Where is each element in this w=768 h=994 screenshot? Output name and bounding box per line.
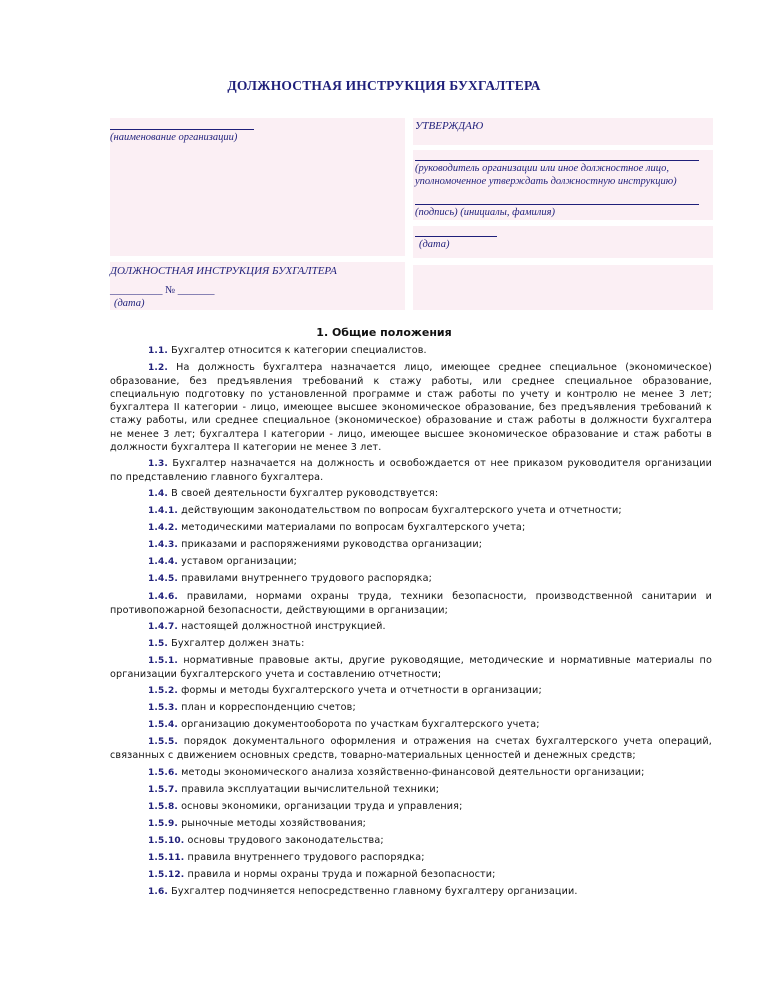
signature-line bbox=[415, 204, 699, 205]
approve-label: УТВЕРЖДАЮ bbox=[415, 120, 484, 132]
clause-number: 1.2. bbox=[148, 363, 168, 374]
clause-paragraph bbox=[110, 590, 712, 617]
clause-number: 1.4.4. bbox=[148, 557, 178, 568]
clause-number: 1.5.3. bbox=[148, 703, 178, 714]
clause-paragraph bbox=[110, 538, 712, 552]
clause-number: 1.5.10. bbox=[148, 835, 185, 846]
clause-text: методическими материалами по вопросам бухгалтерского учета; bbox=[177, 522, 526, 534]
document-title: ДОЛЖНОСТНАЯ ИНСТРУКЦИЯ БУХГАЛТЕРА bbox=[227, 78, 541, 93]
clause-text: правилами, нормами охраны труда, техники безопасности, производственной санитарии и противопожарной безопасности, действующими в организации; bbox=[110, 590, 712, 616]
clause-number: 1.4.3. bbox=[148, 540, 178, 551]
clause-text: формы и методы бухгалтерского учета и отчетности в организации; bbox=[177, 685, 542, 697]
clause-number: 1.5.2. bbox=[148, 686, 178, 697]
section-title: 1. Общие положения bbox=[316, 326, 452, 339]
clause-number: 1.3. bbox=[148, 458, 168, 469]
clause-paragraph bbox=[110, 735, 712, 762]
clause-number: 1.5.4. bbox=[148, 720, 178, 731]
clause-text: рыночные методы хозяйствования; bbox=[177, 817, 367, 829]
head-caption-2: уполномоченное утверждать должностную инструкцию) bbox=[415, 176, 677, 187]
clause-text: порядок документального оформления и отражения на счетах бухгалтерского учета операций, связанных с движением основных средств, товарно-материальных ценностей и денежных средств; bbox=[110, 736, 712, 762]
clause-text: организацию документооборота по участкам бухгалтерского учета; bbox=[177, 719, 540, 731]
clause-paragraph bbox=[110, 457, 712, 484]
clause-number: 1.4. bbox=[148, 488, 168, 499]
clause-text: правила эксплуатации вычислительной техники; bbox=[177, 783, 440, 795]
doc-number: __________ № _______ bbox=[110, 285, 215, 296]
clause-text: основы экономики, организации труда и управления; bbox=[177, 800, 463, 812]
clause-number: 1.5. bbox=[148, 638, 168, 649]
clause-number: 1.5.11. bbox=[148, 853, 185, 863]
clause-text: правилами внутреннего трудового распорядка; bbox=[177, 573, 432, 585]
clause-paragraph bbox=[110, 851, 712, 865]
clause-number: 1.4.7. bbox=[148, 621, 178, 632]
approve-date-caption: (дата) bbox=[419, 239, 450, 250]
clause-paragraph bbox=[110, 504, 712, 518]
clause-paragraph bbox=[110, 684, 712, 698]
clause-text: Бухгалтер подчиняется непосредственно главному бухгалтеру организации. bbox=[167, 886, 578, 898]
clause-paragraph bbox=[110, 637, 712, 651]
blank-block-background bbox=[413, 265, 713, 310]
clause-text: Бухгалтер должен знать: bbox=[167, 637, 305, 649]
clause-text: приказами и распоряжениями руководства организации; bbox=[177, 539, 483, 551]
clause-paragraph bbox=[110, 654, 712, 681]
clause-number: 1.5.8. bbox=[148, 801, 178, 812]
clause-paragraph bbox=[110, 885, 712, 899]
clause-paragraph bbox=[110, 344, 712, 358]
clause-paragraph bbox=[110, 620, 712, 634]
clause-number: 1.5.12. bbox=[148, 870, 185, 881]
clause-text: план и корреспонденцию счетов; bbox=[177, 702, 356, 714]
clause-paragraph bbox=[110, 521, 712, 535]
clause-text: методы экономического анализа хозяйственно-финансовой деятельности организации; bbox=[177, 766, 645, 778]
clause-paragraph bbox=[110, 817, 712, 831]
org-caption: (наименование организации) bbox=[110, 132, 238, 143]
clause-text: Бухгалтер назначается на должность и освобождается от нее приказом руководителя организации по представлению главного бухгалтера. bbox=[110, 457, 712, 483]
clause-text: В своей деятельности бухгалтер руководствуется: bbox=[167, 487, 439, 499]
clause-text: действующим законодательством по вопросам бухгалтерского учета и отчетности; bbox=[177, 505, 622, 517]
clause-paragraph bbox=[110, 718, 712, 732]
clause-number: 1.4.5. bbox=[148, 574, 178, 585]
clause-number: 1.4.6. bbox=[148, 591, 178, 602]
document-body bbox=[110, 344, 712, 902]
clause-number: 1.1. bbox=[148, 346, 168, 356]
clause-text: основы трудового законодательства; bbox=[184, 834, 384, 846]
head-line bbox=[415, 160, 699, 161]
clause-paragraph bbox=[110, 800, 712, 814]
clause-text: настоящей должностной инструкцией. bbox=[177, 620, 386, 632]
clause-number: 1.6. bbox=[148, 887, 168, 898]
clause-paragraph bbox=[110, 868, 712, 882]
clause-number: 1.5.5. bbox=[148, 737, 178, 748]
clause-number: 1.5.1. bbox=[148, 655, 178, 666]
clause-number: 1.5.9. bbox=[148, 818, 178, 829]
clause-number: 1.5.7. bbox=[148, 784, 178, 795]
clause-paragraph bbox=[110, 361, 712, 454]
clause-text: уставом организации; bbox=[177, 556, 297, 568]
head-caption-1: (руководитель организации или иное должностное лицо, bbox=[415, 163, 669, 174]
clause-number: 1.4.1. bbox=[148, 506, 178, 517]
clause-text: Бухгалтер относится к категории специалистов. bbox=[167, 345, 427, 356]
clause-paragraph bbox=[110, 572, 712, 586]
org-name-line bbox=[110, 129, 254, 130]
date-line bbox=[415, 236, 497, 237]
clause-number: 1.5.6. bbox=[148, 767, 178, 778]
clause-number: 1.4.2. bbox=[148, 523, 178, 534]
clause-text: На должность бухгалтера назначается лицо, имеющее среднее специальное (экономическое) образование, без предъявления требований к стажу работы, или среднее специальное образование, специальную подготовку по установленной программе и стаж работы по учету и контролю не менее 3 лет; бухгалтера II категории - лицо, имеющее высшее экономическое образование, без предъявления требований к стажу работы, или среднее специальное (экономическое) образование и стаж работы в должности бухгалтера не менее 3 лет; бухгалтера I категории - лицо, имеющее высшее экономическое образование и стаж работы в должности бухгалтера II категории не менее 3 лет. bbox=[110, 362, 712, 453]
clause-text: нормативные правовые акты, другие руководящие, методические и нормативные материалы по организации бухгалтерского учета и составлению отчетности; bbox=[110, 654, 712, 680]
doc-date-caption: (дата) bbox=[114, 298, 145, 309]
clause-paragraph bbox=[110, 783, 712, 797]
clause-text: правила внутреннего трудового распорядка; bbox=[184, 852, 425, 863]
clause-paragraph bbox=[110, 701, 712, 715]
doc-name: ДОЛЖНОСТНАЯ ИНСТРУКЦИЯ БУХГАЛТЕРА bbox=[110, 265, 337, 277]
clause-paragraph bbox=[110, 834, 712, 848]
signature-caption: (подпись) (инициалы, фамилия) bbox=[415, 207, 555, 218]
clause-text: правила и нормы охраны труда и пожарной безопасности; bbox=[184, 869, 496, 881]
clause-paragraph bbox=[110, 555, 712, 569]
clause-paragraph bbox=[110, 766, 712, 780]
clause-paragraph bbox=[110, 487, 712, 501]
date-block-background bbox=[413, 226, 713, 258]
